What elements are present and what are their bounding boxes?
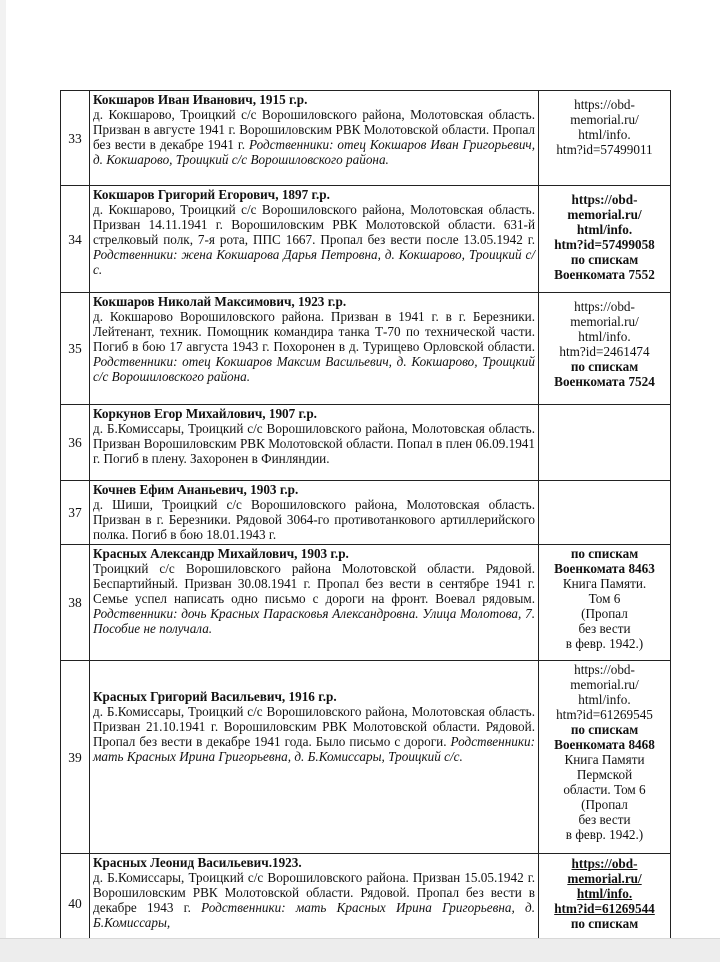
source-line: (Пропал [581, 797, 628, 812]
entry-name: Кочнев Ефим Ананьевич, 1903 г.р. [93, 482, 299, 497]
entry-body [90, 405, 539, 481]
entry-body [90, 481, 539, 545]
source-line: Том 6 [588, 591, 621, 606]
source-line: htm?id=57499058 [554, 237, 655, 252]
entry-text: д. Кокшарово, Троицкий с/с Ворошиловского района, Молотовская область. Призван 14.11.1941 г. Ворошиловским РВК Молотовской области. 631-й стрелковый полк, 7-я рота, ППС 1667. Пропал без вести после 13.05.1942 г. [93, 202, 535, 247]
source-line: Военкомата 7552 [554, 267, 655, 282]
entry-text: Троицкий с/с Ворошиловского района Молотовской области. Рядовой. Беспартийный. Призван 30.08.1941 г. Пропал без вести в сентябре 1941 г. Семье успел написать одно письмо с дороги на фронт. Воевал рядовым. [93, 561, 535, 606]
memorial-table [60, 90, 671, 938]
source-line: https://obd- [571, 856, 638, 871]
table-row [61, 293, 671, 405]
entry-source [539, 854, 671, 939]
entry-source [539, 91, 671, 186]
source-line: по спискам [570, 359, 639, 374]
source-line: Книга Памяти [564, 752, 645, 767]
source-line: Пермской [576, 767, 633, 782]
entry-relatives: Родственники: отец Кокшаров Максим Васильевич, д. Кокшарово, Троицкий с/с Ворошиловского района. [93, 354, 535, 384]
source-line: по спискам [570, 916, 639, 931]
entry-relatives: Родственники: мать Красных Ирина Григорьевна, д. Б.Комиссары, [93, 900, 536, 930]
source-line: htm?id=61269545 [556, 707, 653, 722]
entry-relatives: Родственники: дочь Красных Парасковья Александровна. Улица Молотова, 7. Пособие не получала. [93, 606, 535, 636]
source-line: https://obd- [574, 662, 635, 677]
source-line: html/info. [576, 886, 633, 901]
source-line: в февр. 1942.) [565, 636, 644, 651]
entry-body [90, 293, 539, 405]
source-line: htm?id=61269544 [554, 901, 655, 916]
viewer-bottom-edge [0, 938, 720, 962]
entry-name: Кокшаров Николай Максимович, 1923 г.р. [93, 294, 347, 309]
source-line: области. Том 6 [563, 782, 646, 797]
source-line: по спискам [570, 546, 639, 561]
table-row [61, 91, 671, 186]
source-line: html/info. [578, 692, 631, 707]
source-line: memorial.ru/ [570, 677, 639, 692]
entry-number: 33 [61, 91, 90, 186]
source-line: html/info. [578, 329, 631, 344]
entry-number: 40 [61, 854, 90, 939]
source-line: https://obd- [574, 299, 635, 314]
table-row [61, 854, 671, 939]
table-row [61, 661, 671, 854]
entry-source [539, 405, 671, 481]
entry-source [539, 481, 671, 545]
entry-name: Красных Григорий Васильевич, 1916 г.р. [93, 689, 337, 704]
table-row [61, 186, 671, 293]
entry-text: д. Шиши, Троицкий с/с Ворошиловского района, Молотовская область. Призван в г. Березники. Рядовой 3064-го противотанкового артиллерийского полка. Погиб в бою 18.01.1943 г. [93, 497, 535, 542]
entry-relatives: Родственники: отец Кокшаров Иван Григорьевич, д. Кокшарово, Троицкий с/с Ворошиловского района. [93, 137, 536, 167]
entry-source [539, 293, 671, 405]
source-line: memorial.ru/ [570, 112, 639, 127]
source-line: html/info. [576, 222, 633, 237]
entry-relatives: Родственники: жена Кокшарова Дарья Петровна, д. Кокшарово, Троицкий с/с. [93, 247, 535, 277]
entry-number: 38 [61, 545, 90, 661]
source-line: по спискам [570, 722, 639, 737]
entry-number: 34 [61, 186, 90, 293]
source-line: по спискам [570, 252, 639, 267]
entry-name: Кокшаров Иван Иванович, 1915 г.р. [93, 92, 308, 107]
source-line: htm?id=2461474 [559, 344, 650, 359]
source-line: html/info. [578, 127, 631, 142]
entry-body [90, 186, 539, 293]
entry-number: 35 [61, 293, 90, 405]
source-line: без вести [578, 812, 631, 827]
source-line: htm?id=57499011 [556, 142, 653, 157]
table-row [61, 545, 671, 661]
entry-name: Коркунов Егор Михайлович, 1907 г.р. [93, 406, 317, 421]
source-line: Военкомата 8463 [554, 561, 655, 576]
entry-text: д. Кокшарово Ворошиловского района. Призван в 1941 г. в г. Березники. Лейтенант, техник. Помощник командира танка Т-70 по технической части. Погиб в бою 17 августа 1943 г. Похоронен в д. Турищево Орловской области. [93, 309, 535, 354]
entry-source [539, 186, 671, 293]
entry-text: д. Кокшарово, Троицкий с/с Ворошиловского района, Молотовская область. Призван в августе 1941 г. Ворошиловским РВК Молотовской области. Пропал без вести в декабре 1941 г. [93, 107, 535, 152]
source-line: Военкомата 7524 [554, 374, 655, 389]
entry-name: Кокшаров Григорий Егорович, 1897 г.р. [93, 187, 330, 202]
source-line: Книга Памяти. [562, 576, 647, 591]
source-line: в февр. 1942.) [565, 827, 644, 842]
entry-name: Красных Леонид Васильевич.1923. [93, 855, 302, 870]
source-line: memorial.ru/ [567, 207, 642, 222]
source-line: Военкомата 8468 [554, 737, 655, 752]
entry-number: 36 [61, 405, 90, 481]
entry-number: 37 [61, 481, 90, 545]
table-row [61, 405, 671, 481]
entry-body [90, 545, 539, 661]
source-line: без вести [578, 621, 631, 636]
entry-number: 39 [61, 661, 90, 854]
entry-text: д. Б.Комиссары, Троицкий с/с Ворошиловского района, Молотовская область. Призван 21.10.1941 г. Ворошиловским РВК Молотовской области. Рядовой. Пропал без вести в декабре 1941 года. Было письмо с дороги. [93, 704, 535, 749]
entry-source [539, 545, 671, 661]
entry-body [90, 854, 539, 939]
source-line: memorial.ru/ [570, 314, 639, 329]
entry-source [539, 661, 671, 854]
entry-body [90, 91, 539, 186]
source-line: (Пропал [581, 606, 628, 621]
entry-body [90, 661, 539, 854]
table-row [61, 481, 671, 545]
source-line: https://obd- [574, 97, 635, 112]
document-page [6, 0, 720, 938]
entry-text: д. Б.Комиссары, Троицкий с/с Ворошиловского района, Молотовская область. Призван Ворошиловским РВК Молотовской области. Попал в плен 06.09.1941 г. Погиб в плену. Захоронен в Финляндии. [93, 421, 535, 466]
entry-text: д. Б.Комиссары, Троицкий с/с Ворошиловского района. Призван 15.05.1942 г. Ворошиловским РВК Молотовской области. Рядовой. Пропал без вести в декабре 1943 г. [93, 870, 535, 915]
entry-name: Красных Александр Михайлович, 1903 г.р. [93, 546, 349, 561]
source-line: memorial.ru/ [567, 871, 642, 886]
source-line: https://obd- [571, 192, 638, 207]
entry-relatives: Родственники: мать Красных Ирина Григорьевна, д. Б.Комиссары, Троицкий с/с. [93, 734, 535, 764]
